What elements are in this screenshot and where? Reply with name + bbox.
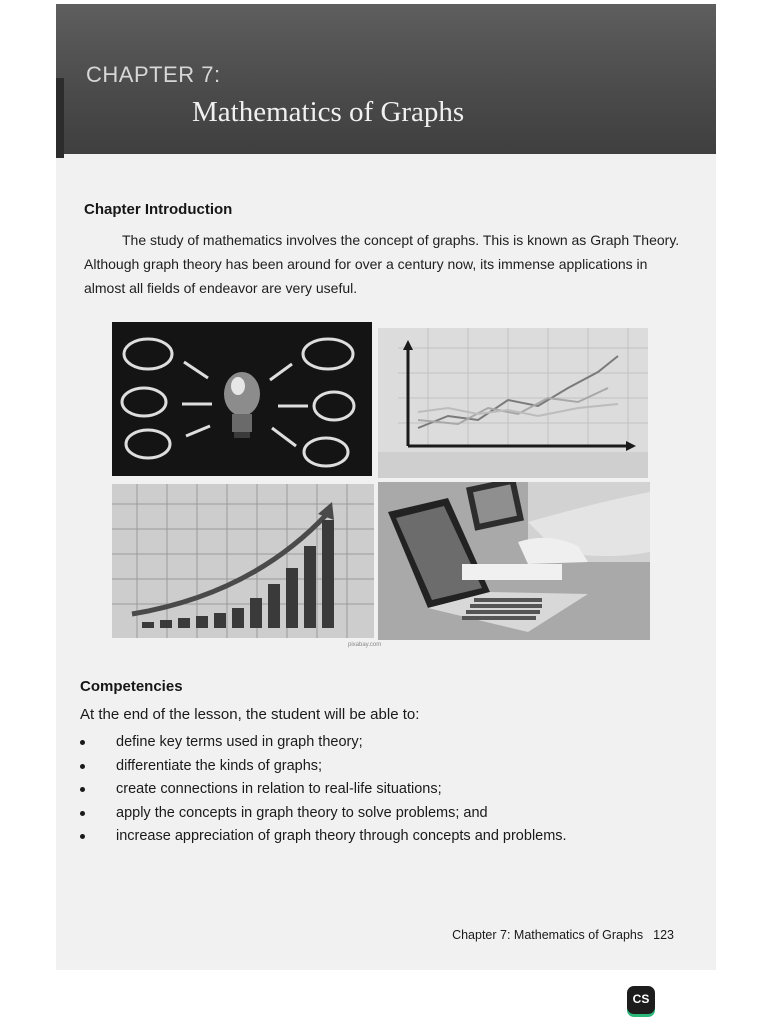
introduction-heading: Chapter Introduction (84, 201, 233, 218)
list-item: create connections in relation to real-life situations; (80, 781, 680, 805)
photo-credit: pixabay.com (348, 642, 382, 648)
book-page (56, 4, 716, 970)
list-item: increase appreciation of graph theory through concepts and problems. (80, 828, 680, 852)
bullet-icon (80, 811, 85, 816)
photo-collage (112, 322, 652, 648)
bullet-icon (80, 740, 85, 745)
banner-accent-bar (56, 78, 64, 158)
list-item: apply the concepts in graph theory to solve problems; and (80, 805, 680, 829)
running-title: Chapter 7: Mathematics of Graphs (452, 928, 644, 942)
list-item: define key terms used in graph theory; (80, 734, 680, 758)
bullet-icon (80, 764, 85, 769)
chapter-title: Mathematics of Graphs (192, 96, 465, 128)
line-chart-photo (378, 328, 648, 478)
camscanner-logo-icon: CS (627, 986, 655, 1014)
page-footer (452, 928, 674, 942)
competencies-lead: At the end of the lesson, the student will be able to: (80, 706, 420, 723)
list-item: differentiate the kinds of graphs; (80, 758, 680, 782)
chapter-banner (56, 4, 716, 154)
bullet-icon (80, 787, 85, 792)
page-number: 123 (653, 928, 674, 942)
competencies-heading: Competencies (80, 678, 183, 695)
lightbulb-idea-photo (112, 322, 372, 476)
bullet-icon (80, 834, 85, 839)
competencies-list (80, 734, 680, 852)
laptop-workspace-photo (378, 482, 650, 640)
chapter-label: CHAPTER 7: (86, 62, 221, 87)
bar-chart-growth-photo (112, 484, 374, 638)
introduction-paragraph: The study of mathematics involves the concept of graphs. This is known as Graph Theory. Although graph theory has been around for over a century now, its immense applications in almost all fields of endeavor are very useful. (84, 232, 680, 296)
